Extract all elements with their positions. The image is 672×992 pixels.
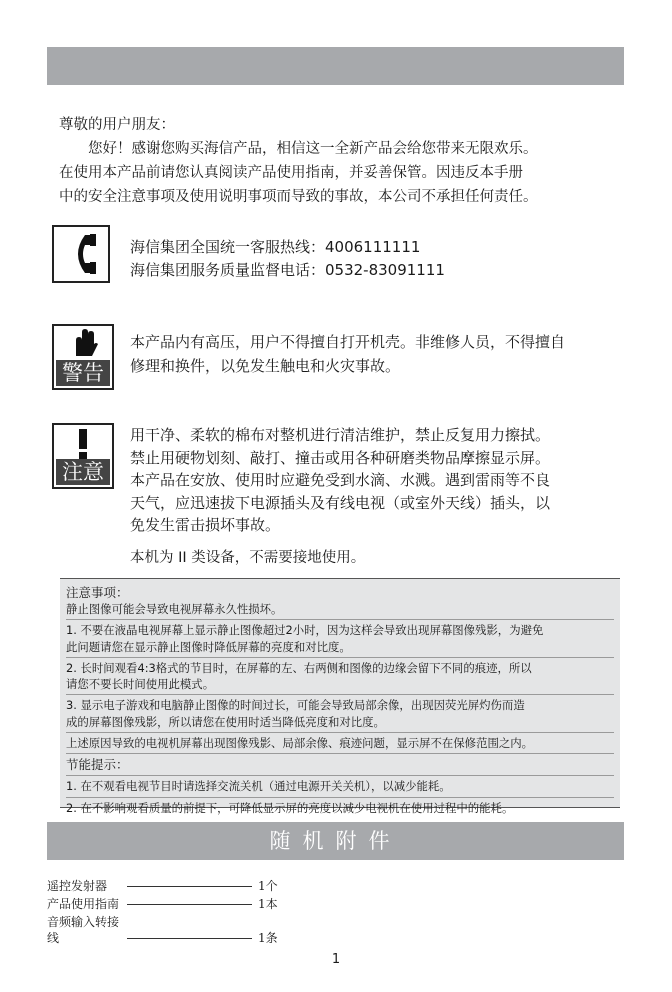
note-item: 3. 显示电子游戏和电脑静止图像的时间过长，可能会导致局部余像，出现因荧光屏灼伤而造 [66, 698, 525, 713]
caution-text [130, 424, 550, 537]
header-bar [47, 47, 624, 85]
warning-label: 警告 [56, 360, 110, 386]
warning-text [130, 330, 565, 378]
accessory-qty: 1个 [258, 879, 278, 893]
notes-title: 注意事项： [66, 585, 129, 600]
caution-line: 天气，应迅速拔下电源插头及有线电视（或室外天线）插头，以 [130, 493, 551, 512]
divider [66, 732, 614, 733]
caution-badge [52, 423, 114, 489]
intro-section [59, 113, 538, 209]
note-item: 此问题请您在显示静止图像时降低屏幕的亮度和对比度。 [66, 639, 351, 654]
warning-line: 修理和换件，以免发生触电和火灾事故。 [130, 357, 401, 375]
caution-line: 本产品在安放、使用时应避免受到水滴、水溅。遇到雷雨等不良 [130, 471, 551, 489]
intro-line: 中的安全注意事项及使用说明事项而导致的事故，本公司不承担任何责任。 [59, 189, 538, 205]
accessory-item [47, 896, 307, 912]
accessory-name: 产品使用指南 [47, 897, 120, 911]
phone-icon [52, 225, 110, 283]
energy-item: 1. 在不观看电视节目时请选择交流关机（通过电源开关关机），以减少能耗。 [66, 779, 451, 794]
accessories-title: 随机附件 [47, 822, 624, 860]
leader-line [127, 904, 252, 905]
contact-section [130, 236, 445, 282]
accessory-item [47, 878, 307, 894]
hand-icon [54, 326, 112, 362]
leader-line [127, 886, 252, 887]
intro-line: 在使用本产品前请您认真阅读产品使用指南，并妥善保管。因违反本手册 [59, 165, 523, 181]
notes-intro: 静止图像可能会导致电视屏幕永久性损坏。 [66, 602, 283, 616]
note-item: 2. 长时间观看4:3格式的节目时，在屏幕的左、右两侧和图像的边缘会留下不同的痕迹，所以 [66, 660, 532, 675]
ground-text: 本机为 II 类设备，不需要接地使用。 [130, 550, 366, 566]
accessory-qty: 1本 [258, 897, 278, 911]
caution-line: 禁止用硬物划刻、敲打、撞击或用各种研磨类物品摩擦显示屏。 [130, 448, 551, 467]
hotline-text: 海信集团全国统一客服热线：4006111111 [130, 238, 421, 256]
caution-label: 注意 [56, 459, 110, 485]
intro-line: 您好！感谢您购买海信产品，相信这一全新产品会给您带来无限欢乐。 [88, 141, 538, 157]
energy-item: 2. 在不影响观看质量的前提下，可降低显示屏的亮度以减少电视机在使用过程中的能耗。 [66, 800, 514, 815]
accessory-name: 音频输入转接线 [47, 915, 120, 945]
ground-note [130, 546, 365, 570]
note-item: 请您不要长时间使用此模式。 [66, 677, 215, 692]
accessory-item [47, 914, 307, 946]
notes-box [60, 578, 620, 815]
note-item: 成的屏幕图像残影，所以请您在使用时适当降低亮度和对比度。 [66, 714, 385, 729]
divider [66, 753, 614, 754]
energy-title: 节能提示： [66, 757, 129, 773]
divider [66, 797, 614, 798]
accessory-qty: 1条 [258, 931, 278, 945]
warning-line: 本产品内有高压，用户不得擅自打开机壳。非维修人员，不得擅自 [130, 333, 566, 351]
divider [66, 657, 614, 658]
divider [66, 619, 614, 620]
exclamation-icon [54, 425, 112, 461]
leader-line [127, 938, 252, 939]
greeting: 尊敬的用户朋友： [59, 117, 175, 133]
caution-line: 用干净、柔软的棉布对整机进行清洁维护，禁止反复用力擦拭。 [130, 426, 551, 444]
caution-line: 免发生雷击损坏事故。 [130, 516, 281, 534]
divider [66, 694, 614, 695]
note-item: 1. 不要在液晶电视屏幕上显示静止图像超过2小时，因为这样会导致出现屏幕图像残影，为避免 [66, 623, 544, 638]
divider [66, 775, 614, 776]
supervision-text: 海信集团服务质量监督电话：0532-83091111 [130, 261, 445, 279]
accessory-name: 遥控发射器 [47, 879, 108, 893]
warning-badge [52, 324, 114, 390]
notes-disclaimer: 上述原因导致的电视机屏幕出现图像残影、局部余像、痕迹问题，显示屏不在保修范围之内。 [66, 736, 534, 751]
page-number: 1 [331, 952, 341, 967]
